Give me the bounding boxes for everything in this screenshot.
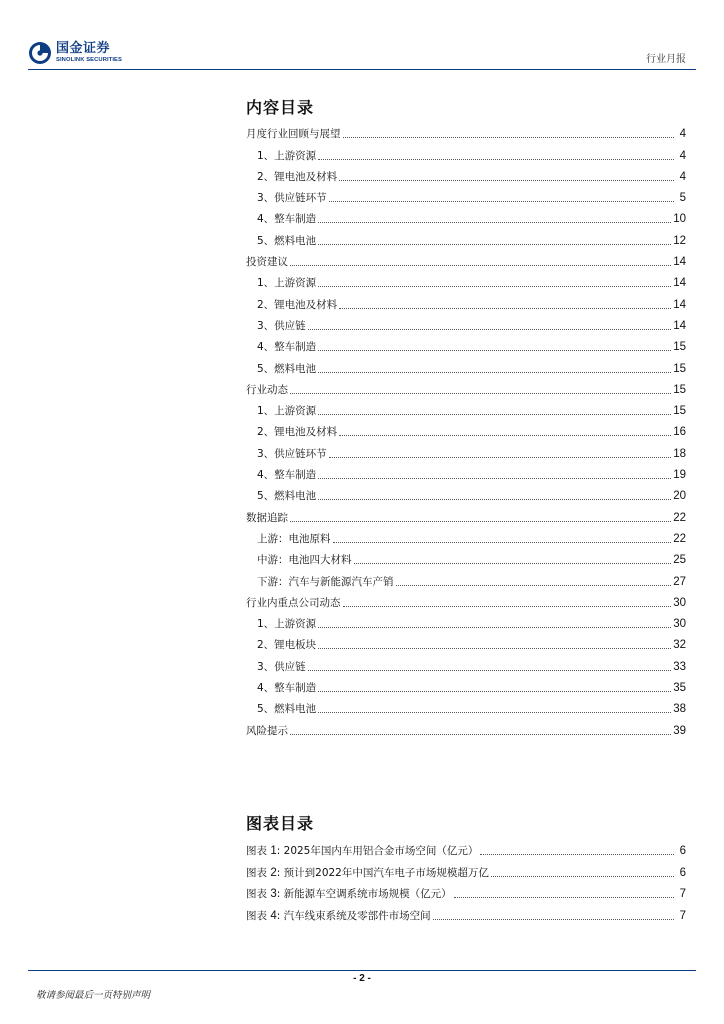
dot-leader — [318, 349, 671, 351]
toc-entry[interactable] — [246, 226, 686, 247]
toc-entry-page: 22 — [673, 532, 686, 545]
toc-entry-page: 16 — [673, 426, 686, 439]
toc-entry-label: 2、锂电板块 — [257, 639, 317, 652]
toc-entry-page: 33 — [673, 660, 686, 673]
contents-list — [246, 120, 686, 738]
toc-entry-label: 5、燃料电池 — [257, 703, 317, 716]
toc-entry-page: 5 — [679, 192, 686, 205]
toc-entry-label: 4、整车制造 — [257, 213, 317, 226]
toc-entry-page: 30 — [673, 618, 686, 631]
toc-entry-label: 4、整车制造 — [257, 341, 317, 354]
toc-entry[interactable] — [246, 248, 686, 269]
toc-entry[interactable] — [246, 333, 686, 354]
figure-entry[interactable] — [246, 880, 686, 902]
toc-entry[interactable] — [246, 269, 686, 290]
toc-entry-label: 2、锂电池及材料 — [257, 298, 338, 311]
toc-entry-label: 中游：电池四大材料 — [257, 554, 352, 567]
toc-entry[interactable] — [246, 503, 686, 524]
toc-entry-page: 14 — [673, 256, 686, 269]
toc-entry[interactable] — [246, 376, 686, 397]
toc-entry[interactable] — [246, 716, 686, 737]
toc-entry-label: 下游：汽车与新能源汽车产销 — [257, 575, 394, 588]
report-type: 行业月报 — [646, 54, 686, 65]
toc-entry[interactable] — [246, 567, 686, 588]
figure-entry-label: 图表 1: 2025年国内车用铝合金市场空间（亿元） — [246, 844, 479, 857]
figure-number: 3 — [270, 888, 277, 901]
toc-entry-label: 3、供应链环节 — [257, 192, 327, 205]
toc-entry[interactable] — [246, 631, 686, 652]
toc-entry-label: 3、供应链 — [257, 660, 306, 673]
toc-entry-page: 14 — [673, 298, 686, 311]
toc-entry[interactable] — [246, 652, 686, 673]
dot-leader — [318, 221, 671, 223]
toc-entry-label: 行业内重点公司动态 — [246, 596, 341, 609]
dot-leader — [290, 392, 671, 394]
toc-entry[interactable] — [246, 184, 686, 205]
figure-prefix: 图表 — [246, 888, 267, 901]
toc-entry-page: 12 — [673, 234, 686, 247]
dot-leader — [290, 520, 671, 522]
dot-leader — [318, 626, 671, 628]
toc-entry-page: 15 — [673, 405, 686, 418]
dot-leader — [339, 307, 671, 309]
toc-entry[interactable] — [246, 610, 686, 631]
dot-leader — [318, 413, 671, 415]
toc-entry-page: 39 — [673, 724, 686, 737]
toc-entry-page: 18 — [673, 447, 686, 460]
toc-entry-label: 投资建议 — [246, 256, 288, 269]
toc-entry-page: 14 — [673, 277, 686, 290]
toc-entry[interactable] — [246, 397, 686, 418]
toc-entry-page: 4 — [679, 149, 686, 162]
dot-leader — [318, 711, 671, 713]
toc-entry-label: 行业动态 — [246, 383, 288, 396]
toc-entry-page: 19 — [673, 469, 686, 482]
dot-leader — [343, 136, 675, 138]
toc-entry[interactable] — [246, 120, 686, 141]
figure-caption: 2025年国内车用铝合金市场空间（亿元） — [283, 844, 479, 857]
figure-entry-page: 6 — [679, 866, 686, 879]
toc-entry-page: 4 — [679, 128, 686, 141]
dot-leader — [308, 328, 672, 330]
figure-entry[interactable] — [246, 858, 686, 880]
dot-leader — [308, 669, 672, 671]
toc-entry-page: 38 — [673, 703, 686, 716]
figure-entry-label: 图表 2: 预计到2022年中国汽车电子市场规模超万亿 — [246, 866, 489, 879]
toc-entry-page: 35 — [673, 682, 686, 695]
toc-entry-label: 5、燃料电池 — [257, 362, 317, 375]
dot-leader — [396, 584, 672, 586]
toc-entry[interactable] — [246, 141, 686, 162]
toc-entry[interactable] — [246, 290, 686, 311]
figure-caption: 预计到2022年中国汽车电子市场规模超万亿 — [283, 866, 489, 879]
toc-entry-label: 1、上游资源 — [257, 149, 317, 162]
toc-entry-page: 27 — [673, 575, 686, 588]
toc-entry[interactable] — [246, 525, 686, 546]
toc-entry-page: 4 — [679, 170, 686, 183]
figure-number: 1 — [270, 844, 277, 857]
dot-leader — [318, 498, 671, 500]
toc-entry-page: 32 — [673, 639, 686, 652]
toc-entry[interactable] — [246, 354, 686, 375]
figure-prefix: 图表 — [246, 866, 267, 879]
header-divider — [28, 69, 696, 70]
figure-caption: 汽车线束系统及零部件市场空间 — [283, 910, 431, 923]
dot-leader — [433, 918, 674, 920]
toc-entry-label: 3、供应链环节 — [257, 447, 327, 460]
figures-list — [246, 836, 686, 923]
sinolink-logo — [28, 41, 140, 69]
toc-entry[interactable] — [246, 461, 686, 482]
toc-entry[interactable] — [246, 418, 686, 439]
dot-leader — [318, 243, 671, 245]
toc-entry[interactable] — [246, 546, 686, 567]
dot-leader — [454, 896, 674, 898]
dot-leader — [339, 179, 674, 181]
logo-english-name: SINOLINK SECURITIES — [56, 57, 122, 63]
dot-leader — [480, 853, 674, 855]
toc-entry-page: 15 — [673, 362, 686, 375]
toc-entry-label: 2、锂电池及材料 — [257, 170, 338, 183]
toc-entry-page: 22 — [673, 511, 686, 524]
figure-entry-page: 6 — [679, 844, 686, 857]
page-header — [28, 40, 698, 70]
figure-entry-page: 7 — [679, 888, 686, 901]
figure-entry-label: 图表 3: 新能源车空调系统市场规模（亿元） — [246, 888, 452, 901]
dot-leader — [354, 562, 672, 564]
toc-entry-label: 1、上游资源 — [257, 405, 317, 418]
dot-leader — [318, 158, 674, 160]
figure-caption: 新能源车空调系统市场规模（亿元） — [283, 888, 452, 901]
figure-entry[interactable] — [246, 836, 686, 858]
toc-entry-label: 风险提示 — [246, 724, 288, 737]
toc-entry[interactable] — [246, 163, 686, 184]
dot-leader — [318, 477, 671, 479]
figures-title: 图表目录 — [246, 814, 315, 833]
figure-entry-label: 图表 4: 汽车线束系统及零部件市场空间 — [246, 910, 431, 923]
figure-prefix: 图表 — [246, 910, 267, 923]
toc-entry-label: 4、整车制造 — [257, 469, 317, 482]
figure-prefix: 图表 — [246, 844, 267, 857]
logo-chinese-name: 国金证券 — [56, 41, 111, 56]
toc-entry-label: 3、供应链 — [257, 319, 306, 332]
toc-entry-label: 5、燃料电池 — [257, 234, 317, 247]
toc-entry-page: 14 — [673, 319, 686, 332]
toc-entry[interactable] — [246, 674, 686, 695]
toc-entry-page: 20 — [673, 490, 686, 503]
toc-entry-label: 5、燃料电池 — [257, 490, 317, 503]
figure-number: 2 — [270, 866, 277, 879]
dot-leader — [339, 434, 671, 436]
toc-entry-page: 10 — [673, 213, 686, 226]
toc-entry-label: 1、上游资源 — [257, 618, 317, 631]
toc-entry-page: 15 — [673, 341, 686, 354]
toc-entry-page: 25 — [673, 554, 686, 567]
contents-title: 内容目录 — [246, 98, 315, 117]
disclaimer: 敬请参阅最后一页特别声明 — [36, 990, 151, 1001]
footer-divider — [28, 970, 696, 971]
dot-leader — [333, 541, 672, 543]
toc-entry-label: 4、整车制造 — [257, 682, 317, 695]
dot-leader — [329, 200, 674, 202]
toc-entry[interactable] — [246, 439, 686, 460]
toc-entry-label: 月度行业回顾与展望 — [246, 128, 341, 141]
figure-number: 4 — [270, 910, 277, 923]
dot-leader — [290, 264, 671, 266]
toc-entry[interactable] — [246, 482, 686, 503]
dot-leader — [318, 690, 671, 692]
dot-leader — [318, 285, 671, 287]
toc-entry[interactable] — [246, 695, 686, 716]
dot-leader — [318, 647, 671, 649]
sinolink-logo-icon — [28, 41, 52, 65]
toc-entry-label: 数据追踪 — [246, 511, 288, 524]
toc-entry-page: 15 — [673, 383, 686, 396]
page-number: - 2 - — [353, 973, 371, 984]
dot-leader — [491, 875, 674, 877]
dot-leader — [343, 605, 672, 607]
toc-entry-label: 上游：电池原料 — [257, 532, 331, 545]
toc-entry[interactable] — [246, 312, 686, 333]
dot-leader — [318, 371, 671, 373]
dot-leader — [329, 456, 672, 458]
toc-entry-page: 30 — [673, 596, 686, 609]
toc-entry-label: 1、上游资源 — [257, 277, 317, 290]
figure-entry-page: 7 — [679, 910, 686, 923]
toc-entry[interactable] — [246, 205, 686, 226]
figure-entry[interactable] — [246, 901, 686, 923]
toc-entry-label: 2、锂电池及材料 — [257, 426, 338, 439]
toc-entry[interactable] — [246, 589, 686, 610]
dot-leader — [290, 733, 671, 735]
